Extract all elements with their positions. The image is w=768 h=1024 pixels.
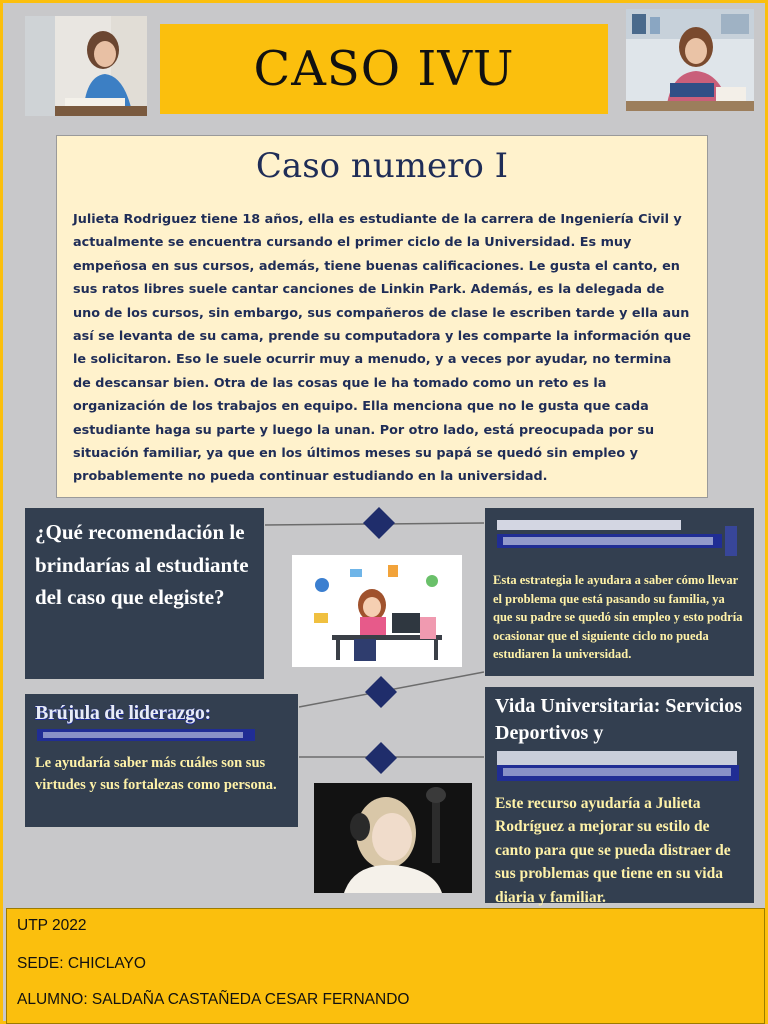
student-studying-photo [25,16,147,116]
footer-campus: SEDE: CHICLAYO [17,955,146,972]
university-life-card [484,686,755,904]
leadership-card-heading-graphic [35,727,275,747]
question-card [24,507,265,680]
leadership-card-text: Le ayudaría saber más cuáles son sus virtudes y sus fortalezas como persona. [35,755,277,793]
leadership-card [24,693,299,828]
university-life-card-heading-graphic [495,747,745,787]
footer [6,908,765,1024]
university-life-card-heading: Vida Universitaria: Servicios Deportivos y [495,695,743,744]
case-description: Julieta Rodriguez tiene 18 años, ella es estudiante de la carrera de Ingeniería Civil y actualmente se encuentra cursando el primer ciclo de la Universidad. Es muy empeñosa en sus cursos, además, tiene buenas calificaciones. Le gusta el canto, en sus ratos libres suele cantar canciones de Linkin Park. Además, es la delegada de uno de los cursos, sin embargo, sus compañeros de clase le escriben tarde y ella aun así se levanta de su cama, prende su computadora y les comparte la información que le solicitaron. Eso le suele ocurrir muy a menudo, y a veces por ayudar, no termina de descansar bien. Otra de las cosas que le ha tomado como un reto es la organización de los trabajos en equipo. Ella menciona que no le gusta que cada estudiante haga su parte y luego la unan. Por otro lado, está preocupada por su situación familiar, ya que en los últimos meses su papá se quedó sin empleo y probablemente no pueda continuar estudiando en la universidad. [73,212,691,485]
strategy-card-heading-graphic [493,512,748,566]
strategy-card-text: Esta estrategia le ayudara a saber cómo llevar el problema que está pasando su familia, ya que su padre se quedó sin empleo y esto podría ocasionar que el siguiente ciclo no pueda estudiaren la universidad. [493,573,743,662]
footer-student: ALUMNO: SALDAÑA CASTAÑEDA CESAR FERNANDO [17,991,410,1008]
case-title: Caso numero I [255,146,509,186]
question-text: ¿Qué recomendación le brindarías al estudiante del caso que elegiste? [35,520,249,609]
case-box [56,135,708,498]
university-life-card-text: Este recurso ayudaría a Julieta Rodríguez a mejorar su estilo de canto para que se pueda distraer de sus problemas que tiene en su vida diaria y familiar. [495,795,731,906]
footer-year: UTP 2022 [17,917,87,934]
student-at-desk-illustration [292,555,462,667]
title-banner [160,24,608,114]
page-title: CASO IVU [253,41,515,97]
singer-with-headphones-photo [314,783,472,893]
strategy-card [484,507,755,677]
student-reading-photo [626,9,754,111]
leadership-card-heading: Brújula de liderazgo: [35,702,211,724]
